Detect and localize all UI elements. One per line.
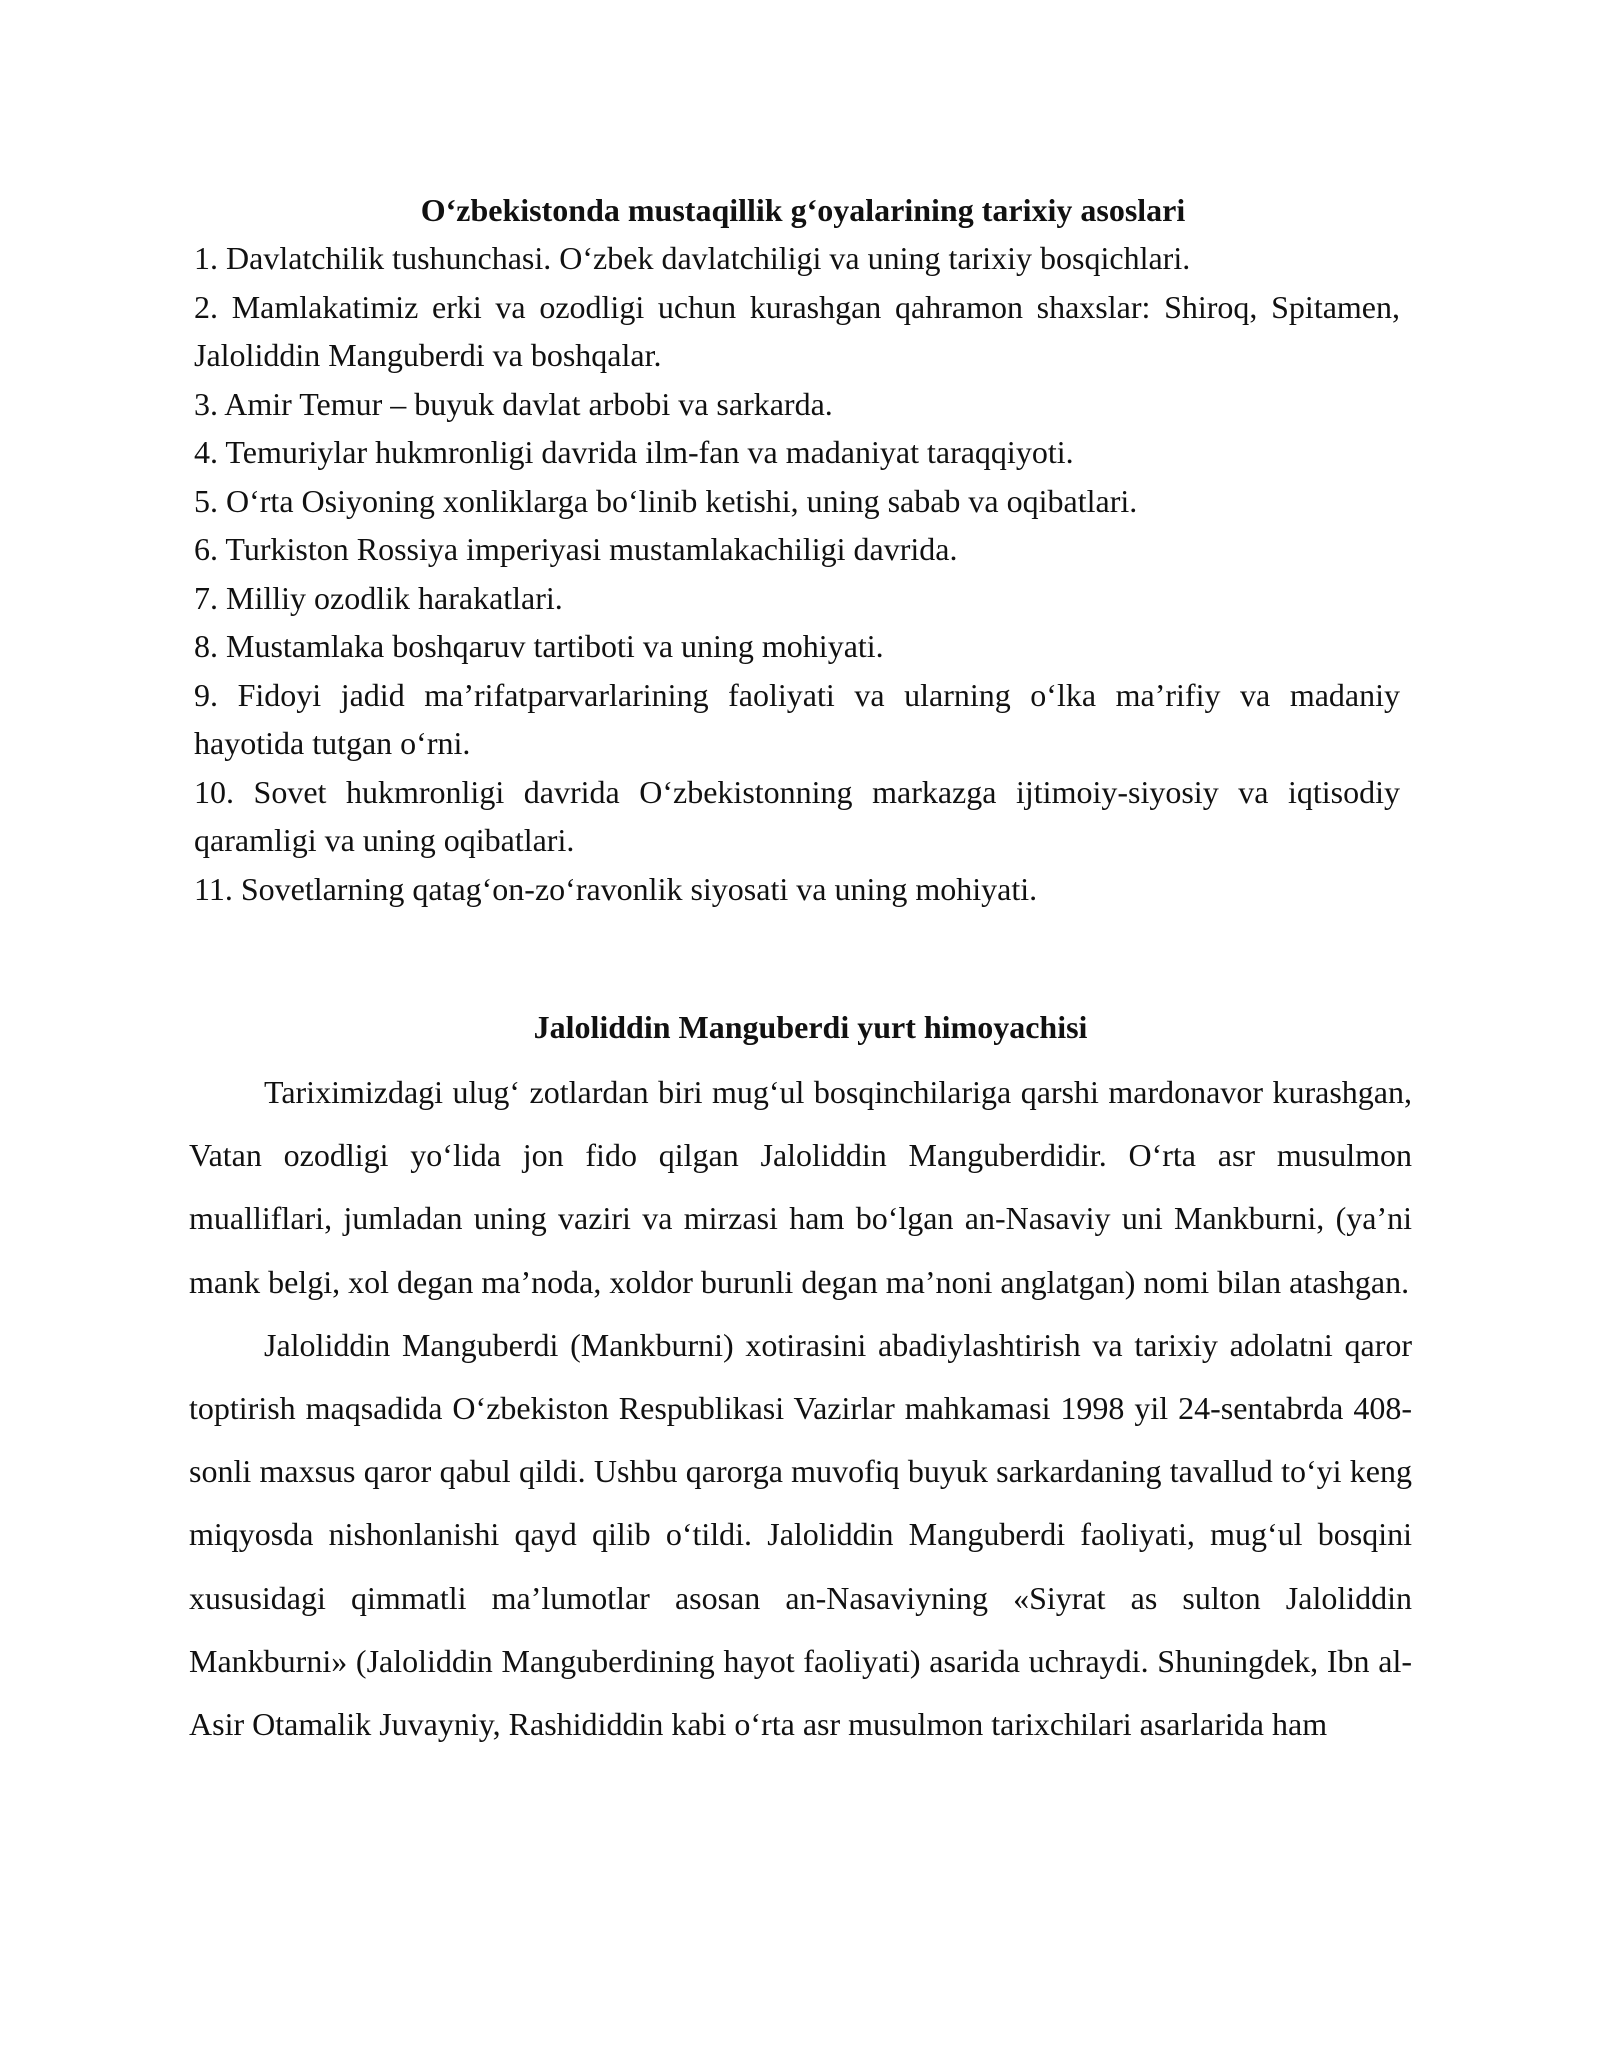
topic-item: 11. Sovetlarning qatag‘on-zo‘ravonlik siyosati va uning mohiyati.	[194, 870, 1038, 907]
article-paragraph: Jaloliddin Manguberdi (Mankburni) xotirasini abadiylashtirish va tarixiy adolatni qaror toptirish maqsadida O‘zbekiston Respublikasi Vazirlar mahkamasi 1998 yil 24-sentabrda 408-sonli maxsus qaror qabul qildi. Ushbu qarorga muvofiq buyuk sarkardaning tavallud to‘yi keng miqyosda nishonlanishi qayd qilib o‘tildi. Jaloliddin Manguberdi faoliyati, mug‘ul bosqini xususidagi qimmatli ma’lumotlar asosan an-Nasaviyning «Siyrat as sulton Jaloliddin Mankburni» (Jaloliddin Manguberdining hayot faoliyati) asarida uchraydi. Shuningdek, Ibn al-Asir Otamalik Juvayniy, Rashididdin kabi o‘rta asr musulmon tarixchilari asarlarida ham	[189, 1326, 1412, 1743]
topic-item: 8. Mustamlaka boshqaruv tartiboti va uning mohiyati.	[194, 628, 884, 664]
article-title: Jaloliddin Manguberdi yurt himoyachisi	[533, 1009, 1088, 1045]
topic-item: 6. Turkiston Rossiya imperiyasi mustamlakachiligi davrida.	[194, 531, 958, 567]
section-topics	[194, 186, 1400, 913]
topic-item: 2. Mamlakatimiz erki va ozodligi uchun kurashgan qahramon shaxslar: Shiroq, Spitamen, Jaloliddin Manguberdi va boshqalar.	[194, 288, 1400, 373]
topic-item: 1. Davlatchilik tushunchasi. O‘zbek davlatchiligi va uning tarixiy bosqichlari.	[194, 240, 1191, 276]
topic-item: 4. Temuriylar hukmronligi davrida ilm-fan va madaniyat taraqqiyoti.	[194, 434, 1074, 470]
topic-item: 9. Fidoyi jadid ma’rifatparvarlarining faoliyati va ularning o‘lka ma’rifiy va madaniy hayotida tutgan o‘rni.	[194, 676, 1400, 761]
topic-item: 3. Amir Temur – buyuk davlat arbobi va sarkarda.	[194, 385, 833, 422]
topic-list	[194, 234, 1400, 913]
topic-item: 10. Sovet hukmronligi davrida O‘zbekistonning markazga ijtimoiy-siyosiy va iqtisodiy qaramligi va uning oqibatlari.	[194, 773, 1400, 858]
section-article	[189, 1003, 1412, 1756]
topic-item: 5. O‘rta Osiyoning xonliklarga bo‘linib ketishi, uning sabab va oqibatlari.	[194, 482, 1138, 519]
article-paragraph: Tariximizdagi ulug‘ zotlardan biri mug‘ul bosqinchilariga qarshi mardonavor kurashgan, Vatan ozodligi yo‘lida jon fido qilgan Jaloliddin Manguberdidir. O‘rta asr musulmon mualliflari, jumladan uning vaziri va mirzasi ham bo‘lgan an-Nasaviy uni Mankburni, (ya’ni mank belgi, xol degan ma’noda, xoldor burunli degan ma’noni anglatgan) nomi bilan atashgan.	[189, 1074, 1412, 1300]
section-title: O‘zbekistonda mustaqillik g‘oyalarining tarixiy asoslari	[420, 192, 1186, 228]
topic-item: 7. Milliy ozodlik harakatlari.	[194, 579, 563, 616]
